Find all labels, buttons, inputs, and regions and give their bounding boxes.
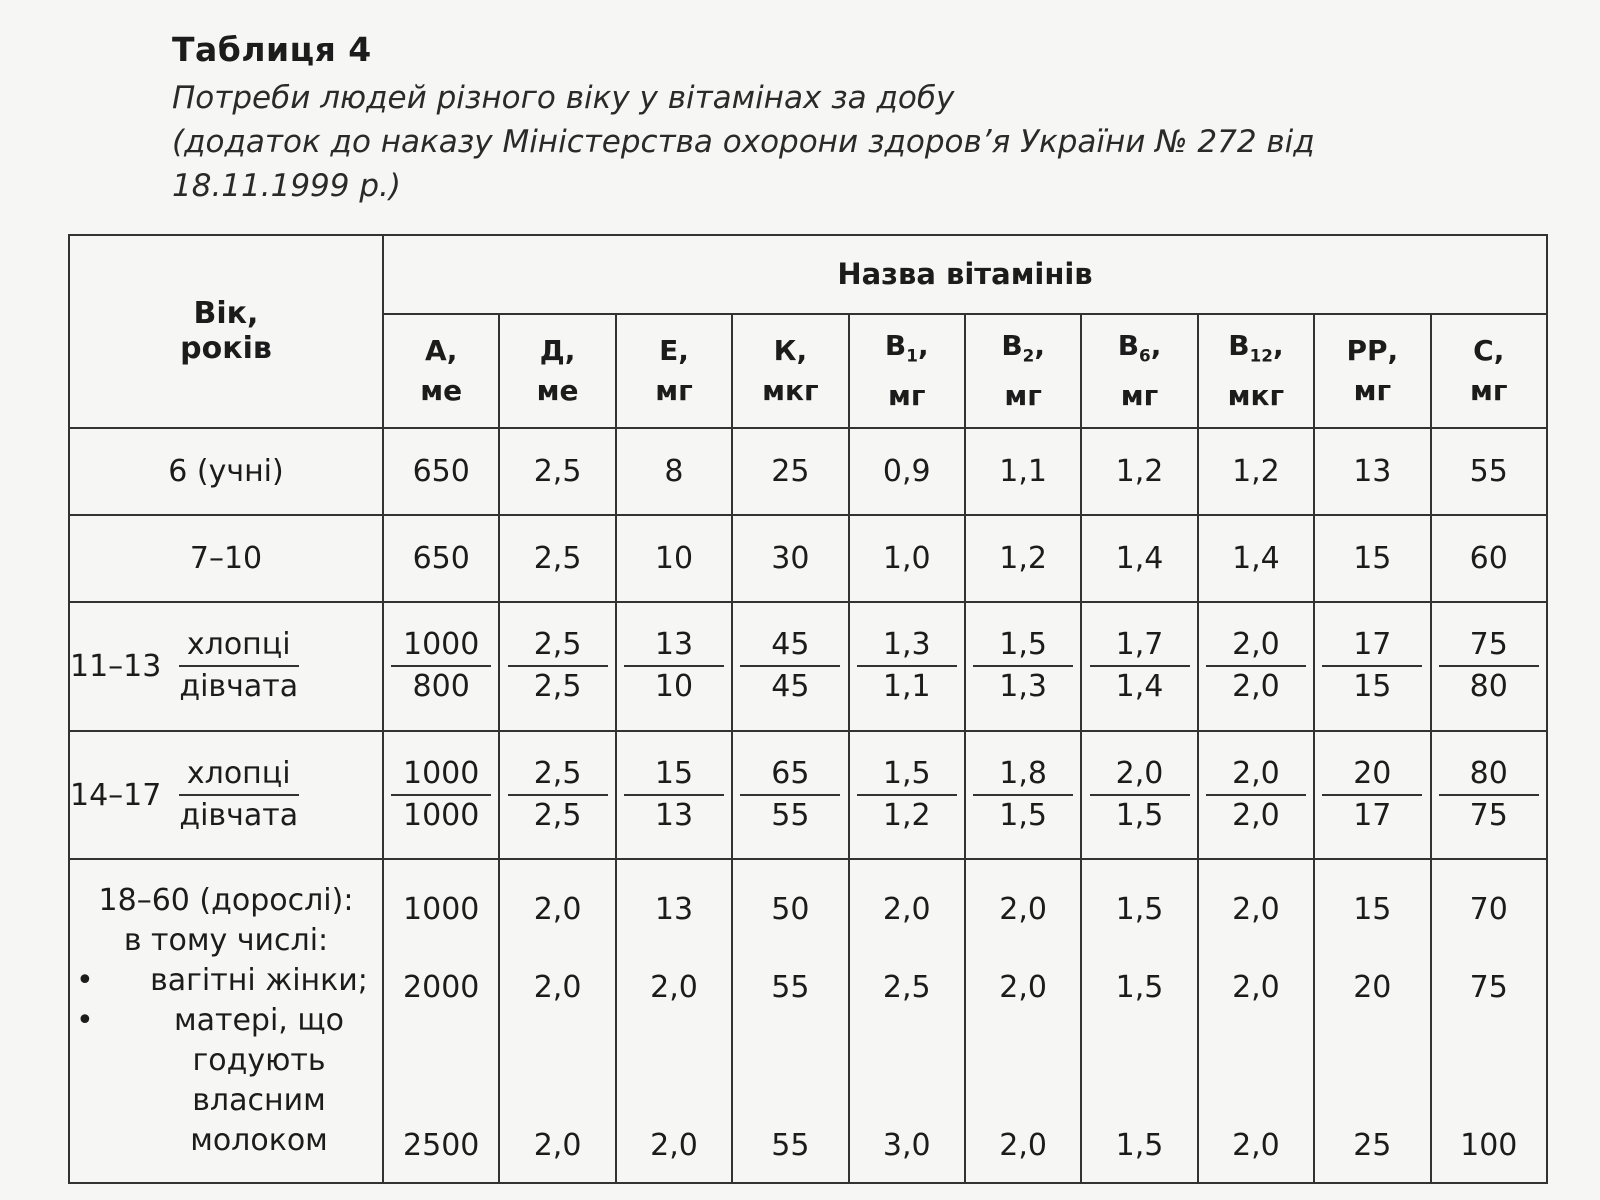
pregnant-value: 2,0	[999, 970, 1047, 1006]
girls-value: 75	[1469, 798, 1508, 834]
vitamin-unit: ме	[536, 373, 579, 407]
value-cell	[383, 859, 499, 1183]
vitamin-unit: мкг	[762, 373, 819, 407]
value-cell	[1314, 731, 1430, 860]
value-fraction	[740, 754, 840, 836]
age-split	[70, 754, 382, 836]
pregnant-value: 2,0	[650, 970, 698, 1006]
girls-value: 80	[1469, 669, 1508, 705]
adults-value: 70	[1469, 892, 1508, 928]
boys-value: 15	[624, 754, 724, 796]
boys-value: 75	[1439, 625, 1539, 667]
vitamin-header	[1431, 314, 1547, 428]
vitamin-name	[1082, 326, 1196, 376]
value-fraction	[1206, 754, 1306, 836]
value-fraction	[624, 754, 724, 836]
bullet-nursing	[70, 1001, 382, 1161]
vitamin-name	[1432, 331, 1546, 371]
adults-value: 13	[654, 892, 694, 928]
girls-value: 1,5	[999, 798, 1047, 834]
vitamin-subscript: 6	[1139, 345, 1151, 366]
age-split	[70, 625, 382, 707]
boys-value: 2,0	[1090, 754, 1190, 796]
value-cell	[965, 731, 1081, 860]
adults-value: 2,0	[1232, 892, 1280, 928]
value-stack	[1082, 866, 1196, 1176]
age-header	[69, 235, 383, 428]
vitamin-name	[850, 326, 964, 376]
value-stack	[1432, 866, 1546, 1176]
vitamin-comma: ,	[1150, 329, 1162, 363]
value-fraction	[857, 625, 957, 707]
girls-value: 1,2	[882, 798, 931, 834]
value-cell: 13	[1314, 428, 1430, 515]
value-cell: 1,2	[1198, 428, 1314, 515]
girls-value: 17	[1353, 798, 1392, 834]
value-cell: 60	[1431, 515, 1547, 602]
girls-value: 2,5	[533, 669, 582, 705]
girls-value: 1,5	[1115, 798, 1164, 834]
girls-value: 45	[771, 669, 810, 705]
boys-value: 1,8	[973, 754, 1073, 796]
value-cell	[616, 731, 732, 860]
age-cell	[69, 859, 383, 1183]
vitamin-letter: РР,	[1346, 333, 1399, 367]
value-cell	[1431, 859, 1547, 1183]
vitamin-comma: ,	[1272, 329, 1284, 363]
boys-value: 1,7	[1090, 625, 1190, 667]
value-cell	[1314, 859, 1430, 1183]
vitamin-header	[1081, 314, 1197, 428]
boys-value: 65	[740, 754, 840, 796]
vitamin-comma: ,	[917, 329, 929, 363]
bullet-icon: •	[76, 1003, 94, 1039]
vitamin-letter: А,	[425, 333, 458, 367]
vitamin-unit: мг	[655, 373, 693, 407]
value-cell	[499, 602, 615, 731]
nursing-value: 2,0	[999, 1128, 1047, 1164]
nursing-value: 55	[771, 1128, 810, 1164]
adults-value: 2,0	[882, 892, 931, 928]
value-cell	[616, 859, 732, 1183]
value-cell	[383, 602, 499, 731]
value-fraction	[1206, 625, 1306, 707]
boys-value: 2,5	[508, 625, 608, 667]
value-cell	[849, 602, 965, 731]
age-cell	[69, 602, 383, 731]
vitamin-name	[733, 331, 847, 371]
value-cell: 8	[616, 428, 732, 515]
value-cell	[499, 731, 615, 860]
adults-value: 2,0	[533, 892, 582, 928]
vitamin-letter: Д,	[539, 333, 576, 367]
value-cell: 650	[383, 428, 499, 515]
value-cell: 2,5	[499, 515, 615, 602]
vitamin-header	[1198, 314, 1314, 428]
value-stack	[1315, 866, 1429, 1176]
age-cell: 7–10	[69, 515, 383, 602]
value-fraction	[1090, 625, 1190, 707]
age-range: 11–13	[70, 648, 162, 684]
vitamin-name	[966, 326, 1080, 376]
value-fraction	[391, 754, 491, 836]
caption-line-3: 18.11.1999 р.)	[172, 168, 401, 204]
gender-fraction	[171, 625, 306, 707]
value-cell: 1,0	[849, 515, 965, 602]
pregnant-value: 2000	[403, 970, 480, 1006]
value-cell	[965, 859, 1081, 1183]
caption-line-1: Потреби людей різного віку у вітамінах за добу	[172, 80, 955, 116]
vitamin-letter: В	[884, 329, 907, 363]
vitamin-letter: В	[1228, 329, 1250, 363]
table-row	[69, 515, 1547, 602]
value-cell	[1081, 859, 1197, 1183]
nursing-value: 2,0	[650, 1128, 698, 1164]
pregnant-value: 1,5	[1115, 970, 1164, 1006]
boys-value: 1,3	[857, 625, 957, 667]
value-fraction	[1439, 754, 1539, 836]
value-stack	[850, 866, 964, 1176]
age-cell	[69, 731, 383, 860]
adults-value: 50	[771, 892, 810, 928]
value-cell: 10	[616, 515, 732, 602]
nursing-label: матері, що годують власним молоком	[173, 1003, 344, 1159]
vitamin-table	[68, 234, 1548, 1184]
vitamin-header	[965, 314, 1081, 428]
girls-value: 55	[771, 798, 810, 834]
boys-value: 2,0	[1206, 754, 1306, 796]
table-row	[69, 602, 1547, 731]
gender-fraction	[171, 754, 306, 836]
vitamin-unit: ме	[420, 373, 463, 407]
vitamin-subscript: 12	[1249, 345, 1273, 366]
girls-value: 2,0	[1232, 669, 1280, 705]
table-caption	[172, 76, 1532, 208]
girls-value: 1,1	[882, 669, 931, 705]
vitamin-unit: мкг	[1227, 378, 1285, 412]
girls-value: 1000	[403, 798, 480, 834]
boys-label: хлопці	[179, 754, 299, 796]
girls-value: 1,3	[999, 669, 1047, 705]
pregnant-value: 2,5	[882, 970, 931, 1006]
girls-value: 13	[654, 798, 694, 834]
pregnant-value: 75	[1469, 970, 1508, 1006]
boys-value: 20	[1322, 754, 1422, 796]
nursing-value: 2500	[403, 1128, 480, 1164]
boys-value: 45	[740, 625, 840, 667]
value-cell: 15	[1314, 515, 1430, 602]
vitamin-unit: мг	[1004, 378, 1042, 412]
vitamin-name	[1315, 331, 1429, 371]
table-title: Таблиця 4	[172, 30, 372, 69]
boys-value: 1,5	[973, 625, 1073, 667]
value-cell: 55	[1431, 428, 1547, 515]
value-fraction	[1322, 754, 1422, 836]
adults-value: 1,5	[1115, 892, 1164, 928]
girls-value: 800	[412, 669, 470, 705]
age-range: 14–17	[70, 777, 162, 813]
age-header-line-2: років	[180, 331, 272, 367]
nursing-value: 2,0	[1232, 1128, 1280, 1164]
adults-label: 18–60 (дорослі):	[98, 883, 354, 919]
vitamin-subscript: 1	[906, 345, 918, 366]
value-cell	[849, 859, 965, 1183]
girls-value: 10	[654, 669, 694, 705]
pregnant-value: 20	[1353, 970, 1392, 1006]
value-stack	[617, 866, 731, 1176]
age-header-line-1: Вік,	[193, 296, 259, 332]
vitamin-letter: К,	[773, 333, 808, 367]
pregnant-value: 2,0	[533, 970, 582, 1006]
value-fraction	[624, 625, 724, 707]
value-cell	[732, 731, 848, 860]
girls-label: дівчата	[179, 669, 299, 705]
value-cell	[383, 731, 499, 860]
value-cell: 0,9	[849, 428, 965, 515]
value-cell: 1,4	[1198, 515, 1314, 602]
vitamin-name	[500, 331, 614, 371]
value-fraction	[1090, 754, 1190, 836]
adults-value: 2,0	[999, 892, 1047, 928]
girls-value: 15	[1353, 669, 1392, 705]
vitamin-unit: мг	[1470, 373, 1508, 407]
value-cell: 2,5	[499, 428, 615, 515]
value-stack	[1199, 866, 1313, 1176]
table-row	[69, 731, 1547, 860]
value-fraction	[391, 625, 491, 707]
adults-value: 1000	[403, 892, 480, 928]
vitamin-header	[1314, 314, 1430, 428]
value-cell	[1198, 602, 1314, 731]
nursing-value: 25	[1353, 1128, 1392, 1164]
bullet-pregnant	[70, 961, 382, 1001]
caption-line-2: (додаток до наказу Міністерства охорони здоров’я України № 272 від	[172, 124, 1315, 160]
nursing-value: 3,0	[882, 1128, 931, 1164]
girls-value: 2,5	[533, 798, 582, 834]
value-fraction	[508, 625, 608, 707]
value-cell	[965, 602, 1081, 731]
value-cell: 30	[732, 515, 848, 602]
value-cell: 650	[383, 515, 499, 602]
pregnant-label: вагітні жінки;	[150, 963, 368, 999]
nursing-value: 2,0	[533, 1128, 582, 1164]
boys-value: 1,5	[857, 754, 957, 796]
value-cell: 1,2	[1081, 428, 1197, 515]
bullet-icon: •	[76, 963, 94, 999]
boys-value: 2,5	[508, 754, 608, 796]
value-cell: 25	[732, 428, 848, 515]
vitamin-unit: мг	[888, 378, 926, 412]
value-cell	[1198, 859, 1314, 1183]
value-cell: 1,2	[965, 515, 1081, 602]
vitamin-letter: В	[1001, 329, 1023, 363]
pregnant-value: 55	[771, 970, 810, 1006]
boys-value: 13	[624, 625, 724, 667]
value-cell	[1081, 602, 1197, 731]
value-cell	[1431, 602, 1547, 731]
boys-value: 2,0	[1206, 625, 1306, 667]
age-cell: 6 (учні)	[69, 428, 383, 515]
table-row	[69, 859, 1547, 1183]
value-cell	[732, 602, 848, 731]
value-cell	[849, 731, 965, 860]
value-fraction	[1322, 625, 1422, 707]
boys-value: 1000	[391, 625, 491, 667]
boys-label: хлопці	[179, 625, 299, 667]
pregnant-value: 2,0	[1232, 970, 1280, 1006]
value-cell	[616, 602, 732, 731]
value-fraction	[973, 625, 1073, 707]
vitamin-header	[383, 314, 499, 428]
value-stack	[384, 866, 498, 1176]
girls-label: дівчата	[179, 798, 299, 834]
vitamin-header	[732, 314, 848, 428]
vitamin-unit: мг	[1353, 373, 1392, 407]
adults-value: 15	[1353, 892, 1392, 928]
vitamin-name	[384, 331, 498, 371]
value-fraction	[740, 625, 840, 707]
value-fraction	[508, 754, 608, 836]
vitamin-header	[616, 314, 732, 428]
vitamin-comma: ,	[1034, 329, 1045, 363]
vitamin-subscript: 2	[1022, 345, 1035, 366]
value-cell	[1314, 602, 1430, 731]
vitamin-letter: С,	[1473, 333, 1505, 367]
boys-value: 80	[1439, 754, 1539, 796]
value-fraction	[1439, 625, 1539, 707]
girls-value: 2,0	[1232, 798, 1280, 834]
value-cell	[732, 859, 848, 1183]
value-cell: 1,1	[965, 428, 1081, 515]
nursing-value: 1,5	[1115, 1128, 1164, 1164]
value-cell	[1431, 731, 1547, 860]
vitamin-unit: мг	[1120, 378, 1159, 412]
nursing-value: 100	[1460, 1128, 1518, 1164]
boys-value: 1000	[391, 754, 491, 796]
value-stack	[733, 866, 847, 1176]
value-stack	[966, 866, 1080, 1176]
vitamin-header	[849, 314, 965, 428]
vitamin-name	[1199, 326, 1313, 376]
value-fraction	[973, 754, 1073, 836]
value-cell	[1081, 731, 1197, 860]
value-cell	[1198, 731, 1314, 860]
value-fraction	[857, 754, 957, 836]
vitamin-header	[499, 314, 615, 428]
table-row	[69, 428, 1547, 515]
boys-value: 17	[1322, 625, 1422, 667]
vitamin-letter: Е,	[659, 333, 689, 367]
vitamin-letter: В	[1117, 329, 1140, 363]
including-label: в тому числі:	[123, 923, 329, 959]
vitamin-name	[617, 331, 731, 371]
vitamins-group-header: Назва вітамінів	[383, 235, 1547, 314]
value-stack	[500, 866, 614, 1176]
value-cell	[499, 859, 615, 1183]
girls-value: 1,4	[1115, 669, 1164, 705]
value-cell: 1,4	[1081, 515, 1197, 602]
header-row-group	[69, 235, 1547, 314]
